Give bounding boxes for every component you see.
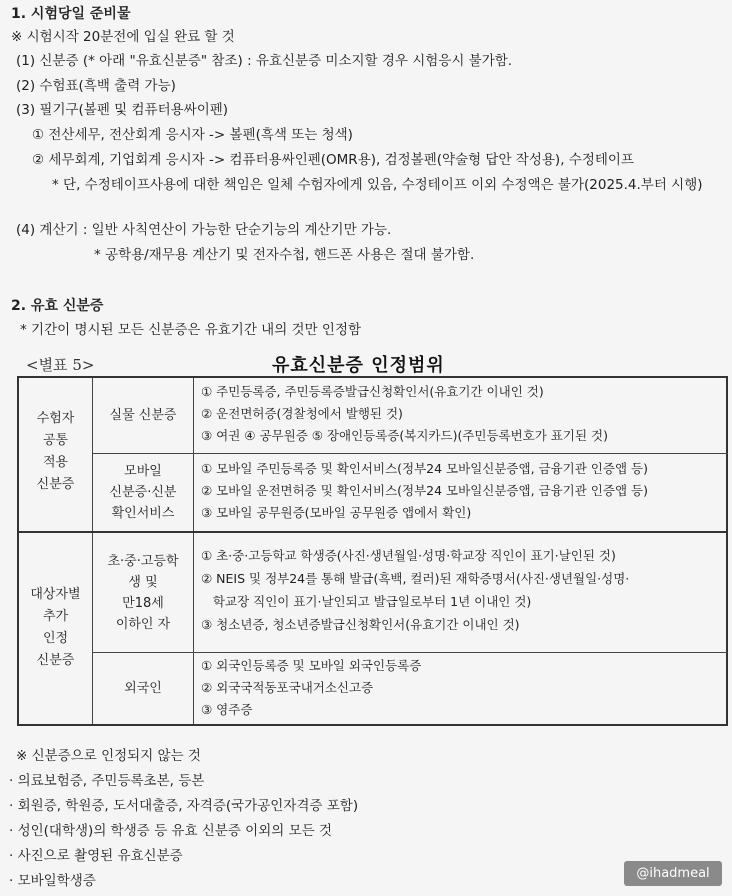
list-item: ① 외국인등록증 및 모바일 외국인등록증	[201, 658, 422, 673]
section1-item3-b-note: * 단, 수정테이프사용에 대한 책임은 일체 수험자에게 있음, 수정테이프 이외 수정액은 불가(2025.4.부터 시행)	[52, 177, 703, 193]
list-item: · 모바일학생증	[9, 873, 96, 889]
section1-item4-note: * 공학용/재무용 계산기 및 전자수첩, 핸드폰 사용은 절대 불가함.	[94, 247, 475, 263]
watermark-badge: @ihadmeal	[624, 861, 722, 886]
items-students	[201, 544, 629, 636]
list-item: · 사진으로 촬영된 유효신분증	[9, 848, 183, 864]
section1-item1: (1) 신분증 (* 아래 "유효신분증" 참조) : 유효신분증 미소지할 경우 시험응시 불가함.	[16, 53, 513, 69]
items-foreigners	[201, 655, 421, 721]
list-item: 학교장 직인이 표기·날인되고 발급일로부터 1년 이내인 것)	[201, 594, 532, 609]
table-caption-title: 유효신분증 인정범위	[272, 355, 445, 376]
list-item: ② 모바일 운전면허증 및 확인서비스(정부24 모바일신분증앱, 금융기관 인증앱 등)	[201, 483, 648, 498]
list-item: ③ 청소년증, 청소년증발급신청확인서(유효기간 이내인 것)	[201, 617, 520, 632]
items-mobile-id	[201, 458, 648, 524]
section1-item3-b: ② 세무회계, 기업회계 응시자 -> 컴퓨터용싸인펜(OMR용), 검정볼펜(약술형 답안 작성용), 수정테이프	[32, 152, 634, 168]
category-additional: 대상자별 추가 인정 신분증	[30, 587, 81, 668]
valid-id-table	[17, 376, 728, 726]
list-item: ② 운전면허증(경찰청에서 발행된 것)	[201, 406, 403, 421]
sub-foreigners: 외국인	[124, 681, 162, 696]
section1-item3: (3) 필기구(볼펜 및 컴퓨터용싸이펜)	[16, 102, 229, 118]
list-item: ② NEIS 및 정부24를 통해 발급(흑백, 컬러)된 재학증명서(사진·생년월일·성명·	[201, 571, 630, 586]
list-item: ① 모바일 주민등록증 및 확인서비스(정부24 모바일신분증앱, 금융기관 인증앱 등)	[201, 461, 648, 476]
section1-note: ※ 시험시작 20분전에 입실 완료 할 것	[11, 29, 235, 45]
section1-item3-a: ① 전산세무, 전산회계 응시자 -> 볼펜(흑색 또는 청색)	[32, 127, 353, 143]
section1-item2: (2) 수험표(흑백 출력 가능)	[16, 78, 176, 94]
section2-note: * 기간이 명시된 모든 신분증은 유효기간 내의 것만 인정함	[20, 322, 362, 338]
list-item: · 의료보험증, 주민등록초본, 등본	[9, 773, 205, 789]
list-item: ① 초·중·고등학교 학생증(사진·생년월일·성명·학교장 직인이 표기·날인된 것)	[201, 548, 616, 563]
category-common: 수험자 공통 적용 신분증	[36, 411, 75, 492]
list-item: ① 주민등록증, 주민등록증발급신청확인서(유효기간 이내인 것)	[201, 384, 544, 399]
items-physical-id	[201, 381, 608, 447]
section1-title: 1. 시험당일 준비물	[11, 6, 131, 22]
not-accepted-title: ※ 신분증으로 인정되지 않는 것	[16, 748, 201, 764]
section2-title: 2. 유효 신분증	[11, 298, 104, 314]
list-item: ② 외국국적동포국내거소신고증	[201, 680, 374, 695]
sub-students: 초·중·고등학 생 및 만18세 이하인 자	[107, 553, 179, 632]
list-item: ③ 여권 ④ 공무원증 ⑤ 장애인등록증(복지카드)(주민등록번호가 표기된 것)	[201, 428, 608, 443]
table-caption-label: <별표 5>	[26, 356, 95, 374]
sub-physical-id: 실물 신분증	[109, 408, 177, 423]
list-item: · 성인(대학생)의 학생증 등 유효 신분증 이외의 모든 것	[9, 823, 333, 839]
sub-mobile-id: 모바일 신분증·신분 확인서비스	[109, 464, 177, 521]
section1-item4: (4) 계산기 : 일반 사칙연산이 가능한 단순기능의 계산기만 가능.	[16, 222, 392, 238]
list-item: ③ 영주증	[201, 702, 253, 717]
list-item: · 회원증, 학원증, 도서대출증, 자격증(국가공인자격증 포함)	[9, 798, 359, 814]
list-item: ③ 모바일 공무원증(모바일 공무원증 앱에서 확인)	[201, 505, 472, 520]
